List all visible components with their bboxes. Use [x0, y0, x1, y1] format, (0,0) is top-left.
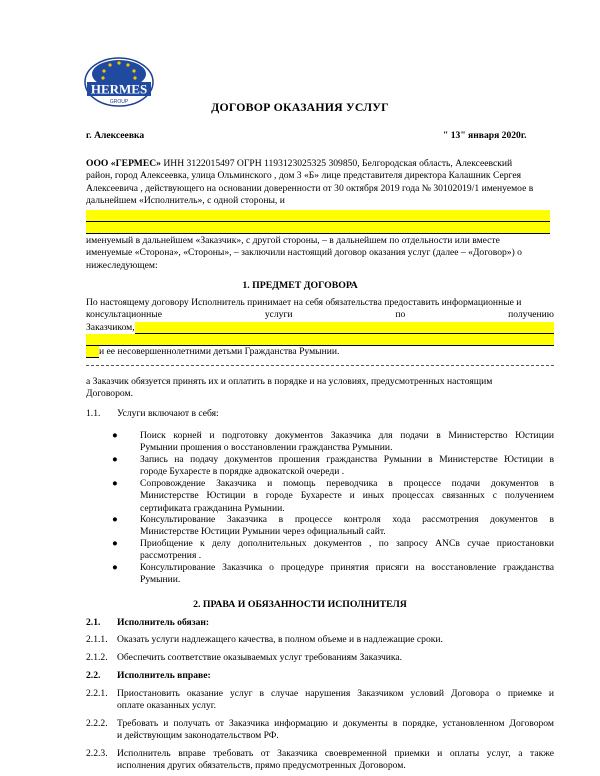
section-1-line-2 — [86, 309, 554, 321]
section-1-heading: 1. ПРЕДМЕТ ДОГОВОРА — [242, 280, 358, 291]
section-1-line-5-text: и ее несовершеннолетними детьми Гражданства Румынии. — [99, 346, 340, 358]
item-2-1-1 — [86, 634, 554, 648]
bullet-line: Министерстве Юстиции в городе Бухаресте и иных процессах связанных с получением — [140, 490, 554, 502]
item-text: Услуги включают в себя: — [117, 408, 219, 419]
customer-details-field[interactable] — [86, 222, 550, 234]
subsection-2-1 — [86, 617, 554, 631]
bullet-text — [140, 454, 554, 479]
item-2-2-1 — [86, 688, 554, 714]
subsection-2-2 — [86, 670, 554, 684]
bullet-line: сертификата гражданина Румынии. — [140, 502, 285, 514]
section-1-obligation — [86, 376, 554, 401]
preamble-after-line-1: именуемый в дальнейшем «Заказчик», с другой стороны, – в дальнейшем по отдельности или вместе — [86, 235, 500, 246]
list-item — [112, 514, 554, 538]
section-1-line-3 — [86, 322, 554, 334]
item-number: 2.1.1. — [86, 634, 108, 645]
item-number: 2.1.2. — [86, 652, 108, 663]
item-2-1-2 — [86, 652, 554, 666]
item-line: и действующим законодательством РФ. — [117, 730, 279, 742]
preamble-line-1 — [86, 158, 554, 170]
section-2-heading: 2. ПРАВА И ОБЯЗАННОСТИ ИСПОЛНИТЕЛЯ — [193, 599, 407, 610]
bullet-icon: ● — [112, 430, 118, 441]
item-text — [117, 718, 554, 743]
dashed-separator — [86, 365, 554, 366]
preamble-line-2: район, город Алексеевка, улица Ольминского , дом 3 «Б» лице представителя директора Калашник Сергея — [86, 170, 522, 182]
item-number: 1.1. — [86, 408, 101, 419]
contract-date: " 13" января 2020г. — [443, 130, 527, 141]
bullet-line: Консультирование Заказчика в процессе контроля хода рассмотрения документов в — [140, 514, 554, 525]
bullet-text — [140, 478, 554, 515]
bullet-line: Консультирование Заказчика о процедуре принятия присяги на восстановление гражданства — [140, 562, 554, 573]
bullet-line: Румынии. — [140, 574, 181, 586]
item-text: Оказать услуги надлежащего качества, в полном объеме и в надлежащие сроки. — [117, 634, 443, 645]
subsection-number: 2.1. — [86, 617, 101, 628]
customer-fill-field-2[interactable] — [86, 334, 554, 346]
item-1-1 — [86, 408, 554, 422]
preamble-after-line-3: нижеследующем: — [86, 259, 158, 271]
bullet-text — [140, 562, 554, 587]
subsection-label: Исполнитель обязан: — [117, 617, 210, 628]
item-line: Исполнитель вправе требовать от Заказчика своевременной приемки и оплаты услуг, а также — [117, 748, 554, 759]
bullet-icon: ● — [112, 538, 118, 549]
section-1-line-5 — [86, 346, 554, 358]
bullet-text — [140, 514, 554, 539]
customer-label: Заказчиком, — [86, 321, 135, 333]
company-name: ООО «ГЕРМЕС» — [86, 158, 161, 169]
item-line: Приостановить оказание услуг в случае нарушения Заказчиком условий Договора о приемке и — [117, 688, 554, 699]
bullet-icon: ● — [112, 454, 118, 465]
preamble-text: ИНН 3122015497 ОГРН 1193123025325 309850, Белгородская область, Алексеевский — [160, 158, 513, 169]
bullet-text — [140, 538, 554, 563]
bullet-line: Румынии прошения о восстановлении гражданства Румынии. — [140, 442, 393, 454]
list-item — [112, 538, 554, 562]
item-number: 2.2.3. — [86, 748, 108, 759]
logo-subtext: GROUP — [109, 99, 129, 105]
bullet-icon: ● — [112, 562, 118, 573]
bullet-line: Приобщение к делу дополнительных документов , по запросу ANCв сучае приостановки — [140, 538, 554, 549]
contract-city: г. Алексеевка — [86, 130, 145, 141]
word: услуги — [264, 309, 293, 321]
obligation-line-2: Договором. — [86, 388, 133, 400]
item-line: оплате оказанных услуг. — [117, 700, 216, 712]
obligation-line-1: а Заказчик обязуется принять их и оплатить в порядке и на условиях, предусмотренных настоящим — [86, 376, 493, 387]
item-line: исполнения других обязательств, прямо предусмотренных Договором. — [117, 760, 406, 772]
section-1-line-4 — [86, 334, 554, 346]
bullet-icon: ● — [112, 478, 118, 489]
bullet-line: рассмотрения . — [140, 550, 202, 562]
bullet-line: Сопровождение Заказчика и помощь переводчика в процессе подачи документов в — [140, 478, 554, 489]
bullet-line: Поиск корней и подготовку документов Заказчика для подачи в Министерство Юстиции — [140, 430, 554, 441]
bullet-line: Министерстве Юстиции Румынии через официальный сайт. — [140, 526, 386, 538]
preamble-line-3: Алексеевича , действующего на основании доверенности от 30 октября 2019 года № 30102019/1 именуемое в — [86, 182, 534, 194]
preamble-after-line-2: именуемые «Сторона», «Стороны», – заключили настоящий договор оказания услуг (далее – «Договор») о — [86, 247, 522, 259]
item-2-2-3 — [86, 748, 554, 774]
subsection-number: 2.2. — [86, 670, 101, 681]
bullet-icon: ● — [112, 514, 118, 525]
bullet-line: городе Бухаресте в порядке адвокатской очереди . — [140, 466, 345, 478]
section-1-body — [86, 297, 554, 359]
word: по — [395, 309, 406, 321]
section-1-line-1: По настоящему договору Исполнитель принимает на себя обязательства предоставить информационные и — [86, 297, 522, 308]
list-item — [112, 430, 554, 454]
list-item — [112, 562, 554, 586]
subsection-label: Исполнитель вправе: — [117, 670, 211, 681]
bullet-line: Запись на подачу документов прошения гражданства Румынии в Министерстве Юстиции в — [140, 454, 554, 465]
item-2-2-2 — [86, 718, 554, 744]
item-text: Обеспечить соответствие оказываемых услуг требованиям Заказчика. — [117, 652, 403, 663]
item-text — [117, 748, 554, 773]
item-text — [117, 688, 554, 713]
preamble-line-4: дальнейшем «Исполнитель», с одной стороны, и — [86, 195, 285, 207]
bullet-text — [140, 430, 554, 455]
preamble-after — [86, 235, 554, 272]
customer-fill-field-1[interactable] — [135, 322, 554, 334]
list-item — [112, 478, 554, 514]
word: получению — [508, 309, 554, 321]
customer-name-field[interactable] — [86, 210, 550, 222]
item-line: Требовать и получать от Заказчика информацию и документы в порядке, установленном Договором — [117, 718, 554, 729]
word: консультационные — [86, 309, 163, 321]
preamble — [86, 158, 554, 208]
item-number: 2.2.2. — [86, 718, 108, 729]
list-item — [112, 454, 554, 478]
customer-fill-field-3[interactable] — [86, 346, 99, 358]
document-title: ДОГОВОР ОКАЗАНИЯ УСЛУГ — [211, 100, 389, 114]
logo-text: HERMES — [90, 81, 148, 97]
item-number: 2.2.1. — [86, 688, 108, 699]
